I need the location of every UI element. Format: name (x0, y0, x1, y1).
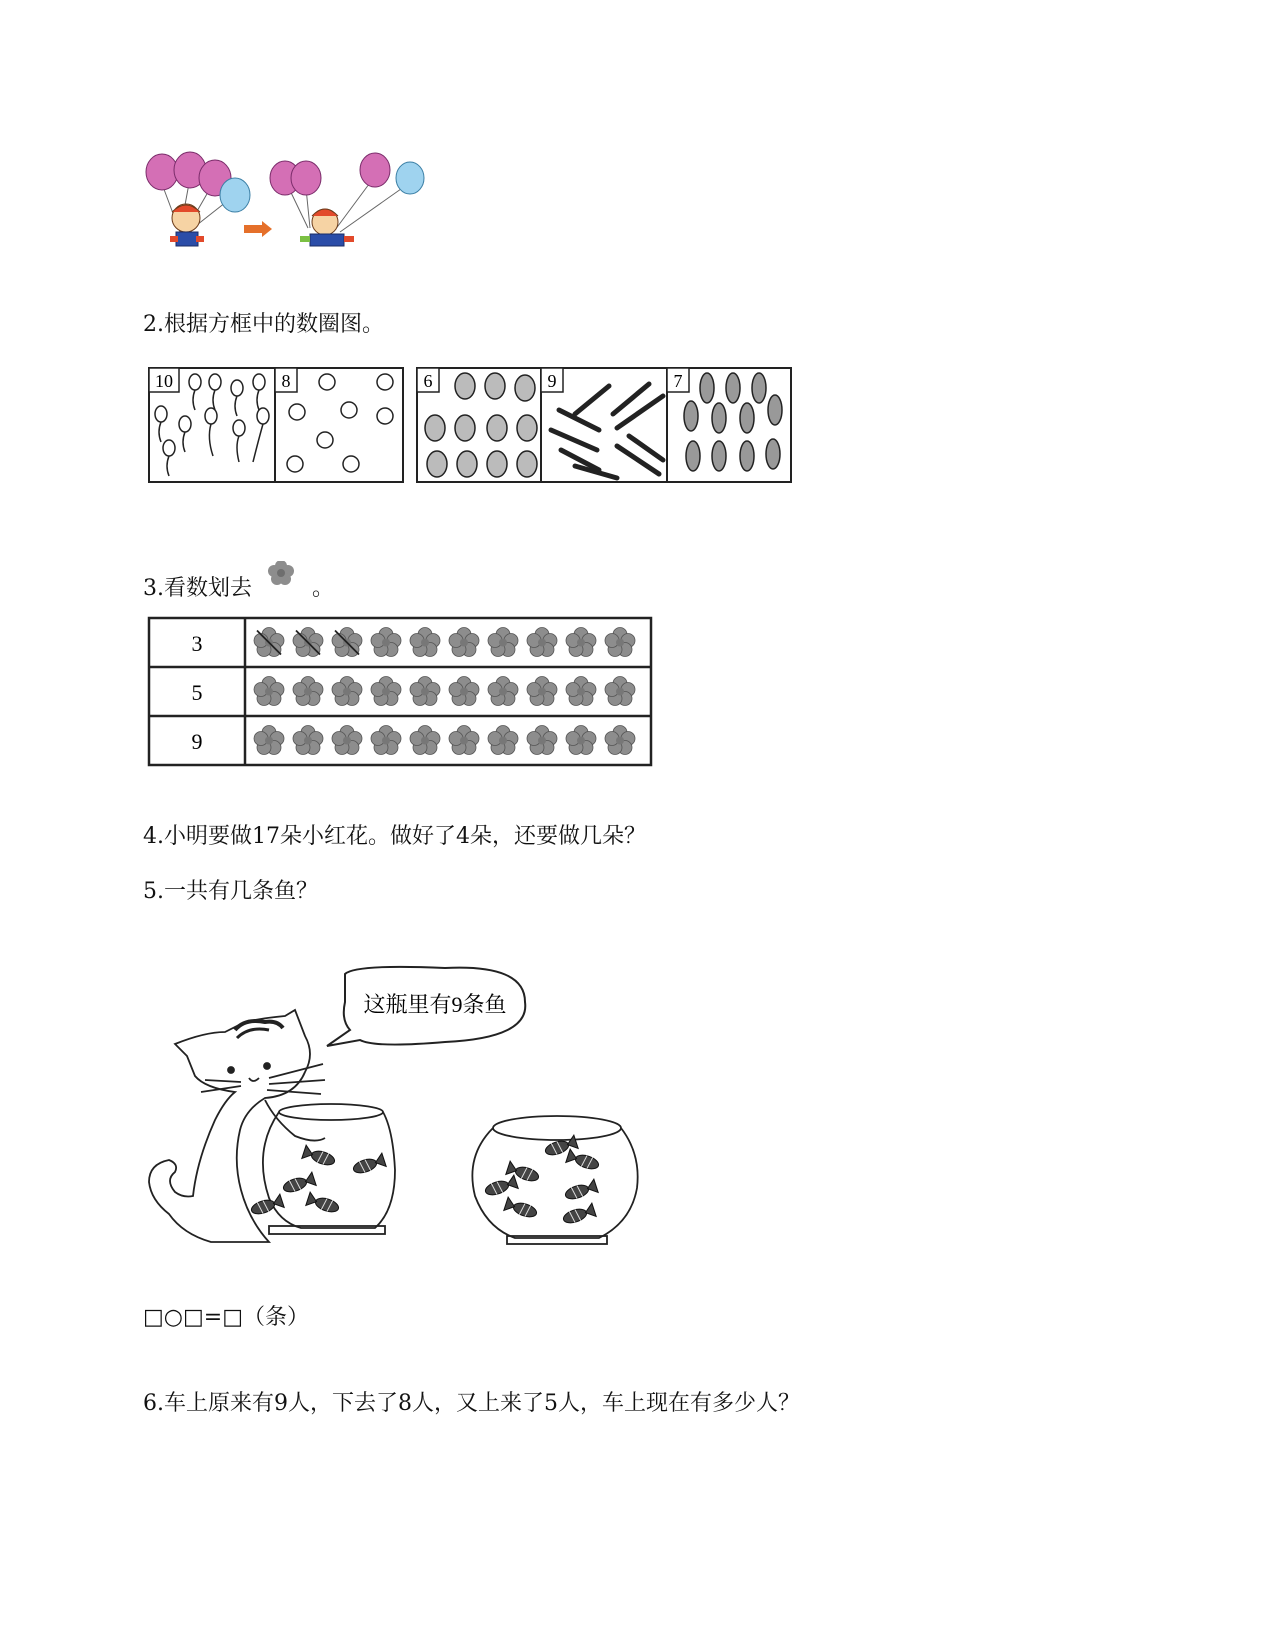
formula-blanks: □○□=□（条） (143, 1305, 309, 1330)
flower-icon[interactable] (488, 726, 518, 755)
fishbowl-right (472, 1116, 637, 1244)
flower-icon[interactable] (566, 677, 596, 706)
box-number-6: 6 (423, 371, 433, 391)
question-2-text: 2.根据方框中的数圈图。 (143, 312, 384, 337)
kid-icon (170, 204, 204, 246)
pencil-icon (551, 384, 663, 478)
strawberry-icon (287, 374, 393, 472)
fish-icon (281, 1172, 316, 1195)
flower-icon[interactable] (527, 628, 557, 657)
cabbage-icon (425, 373, 537, 477)
flower-icon[interactable] (332, 726, 362, 755)
fish-icon (483, 1175, 518, 1198)
flower-icon (265, 561, 297, 597)
q3-flower-table (147, 616, 653, 772)
flower-icon[interactable] (332, 628, 362, 657)
left-bowl-fish-group (249, 1145, 386, 1217)
flower-icon[interactable] (488, 677, 518, 706)
flower-icon[interactable] (527, 677, 557, 706)
flower-icon[interactable] (293, 628, 323, 657)
question-3-text (143, 561, 334, 603)
fish-icon (561, 1203, 596, 1226)
flower-icon[interactable] (254, 677, 284, 706)
question-6-text: 6.车上原来有9人，下去了8人，又上来了5人，车上现在有多少人？ (143, 1391, 800, 1416)
balloon-icon (270, 153, 424, 232)
flower-icon[interactable] (410, 628, 440, 657)
flower-icon[interactable] (254, 726, 284, 755)
flower-icon[interactable] (566, 628, 596, 657)
fish-icon (504, 1197, 539, 1220)
question-3-period: 。 (312, 576, 335, 601)
fish-icon (351, 1153, 386, 1176)
question-3-label: 3.看数划去 (143, 576, 252, 601)
q2-counting-boxes (147, 366, 797, 486)
flower-icon[interactable] (566, 726, 596, 755)
box-number-10: 10 (155, 371, 173, 391)
question-4-text: 4.小明要做17朵小红花。做好了4朵，还要做几朵？ (143, 824, 646, 849)
flower-icon[interactable] (410, 677, 440, 706)
q1-balloons-illustration (140, 150, 440, 255)
right-bowl-fish-group (483, 1135, 600, 1226)
speech-bubble (327, 967, 525, 1046)
fish-icon (563, 1179, 598, 1202)
flower-icon[interactable] (371, 677, 401, 706)
fish-icon (302, 1145, 337, 1168)
flower-icon[interactable] (371, 726, 401, 755)
arrow-icon (244, 221, 272, 237)
flower-icon[interactable] (371, 628, 401, 657)
question-5-text: 5.一共有几条鱼？ (143, 879, 318, 904)
flower-icon[interactable] (605, 726, 635, 755)
flower-icon[interactable] (449, 677, 479, 706)
flower-icon[interactable] (254, 628, 284, 657)
flower-icon[interactable] (332, 677, 362, 706)
box-number-8: 8 (281, 371, 291, 391)
flower-icon[interactable] (449, 726, 479, 755)
flower-icon[interactable] (527, 726, 557, 755)
flower-icon[interactable] (605, 628, 635, 657)
cat-icon (149, 1010, 325, 1242)
flower-icon[interactable] (488, 628, 518, 657)
fish-icon (306, 1192, 341, 1215)
flower-icon[interactable] (293, 726, 323, 755)
row-number: 9 (191, 729, 203, 754)
fish-icon (566, 1149, 601, 1172)
box-number-7: 7 (673, 371, 683, 391)
row-number: 5 (191, 680, 203, 705)
speech-text: 这瓶里有9条鱼 (363, 992, 507, 1017)
flower-icon[interactable] (605, 677, 635, 706)
flower-icon[interactable] (293, 677, 323, 706)
row-number: 3 (191, 631, 203, 656)
q5-cat-fishbowl-illustration (145, 960, 645, 1250)
flower-icon[interactable] (449, 628, 479, 657)
corn-icon (684, 373, 782, 471)
fishbowl-left (263, 1104, 395, 1234)
flower-icon[interactable] (410, 726, 440, 755)
box-number-9: 9 (547, 371, 557, 391)
